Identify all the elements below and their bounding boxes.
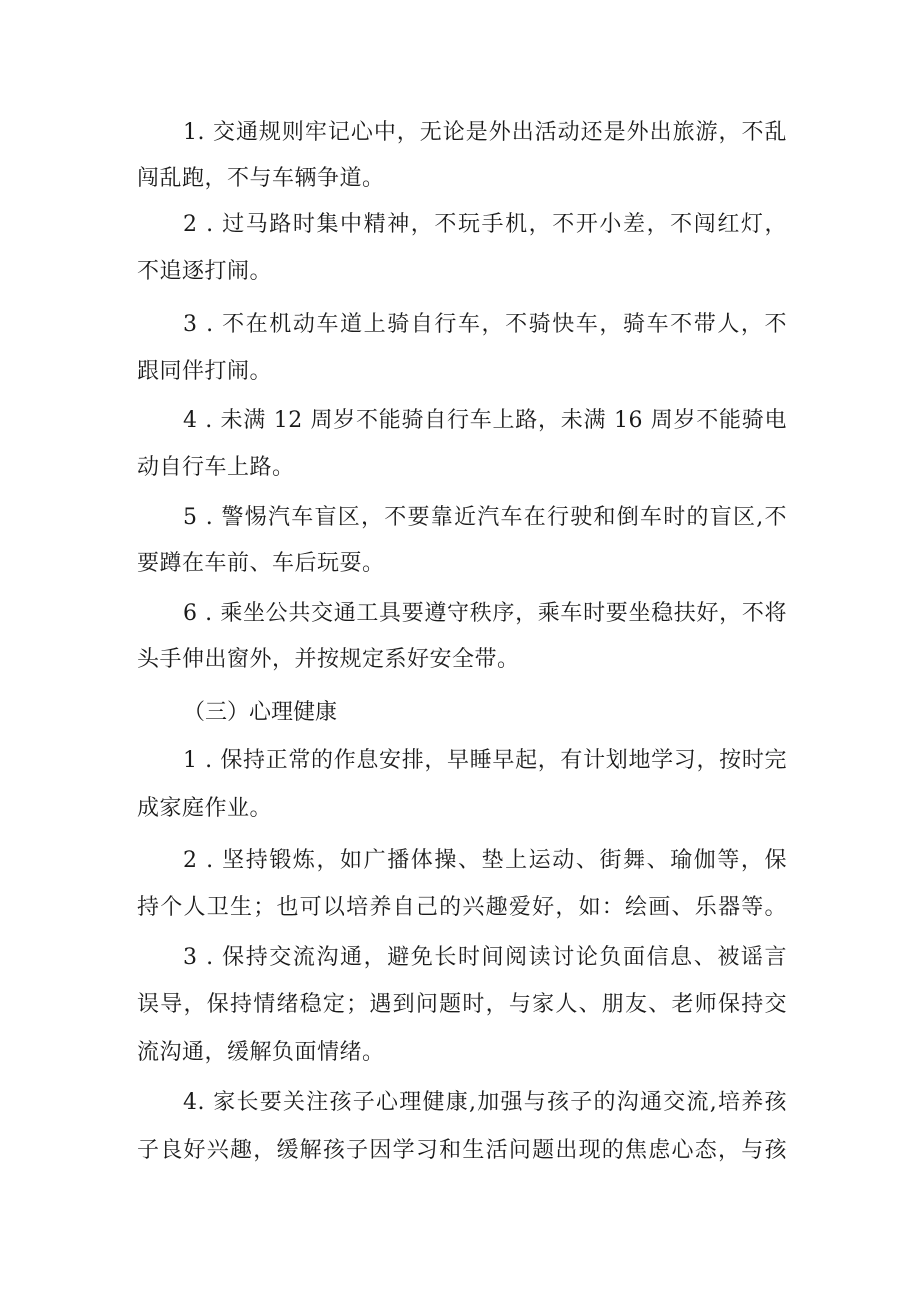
paragraph-line: 动自行车上路。 — [137, 455, 295, 480]
paragraph-line: 2 . 坚持锻炼，如广播体操、垫上运动、街舞、瑜伽等，保 — [183, 848, 787, 873]
paragraph-line: 3 . 不在机动车道上骑自行车，不骑快车，骑车不带人，不 — [183, 312, 787, 337]
paragraph-line: 头手伸出窗外，并按规定系好安全带。 — [137, 647, 520, 672]
paragraph-line: 要蹲在车前、车后玩耍。 — [137, 551, 385, 576]
paragraph-line: 4 . 未满 12 周岁不能骑自行车上路，未满 16 周岁不能骑电 — [183, 408, 787, 433]
paragraph-line: 5 . 警惕汽车盲区，不要靠近汽车在行驶和倒车时的盲区,不 — [183, 505, 787, 530]
paragraph-line: 闯乱跑，不与车辆争道。 — [137, 166, 385, 191]
paragraph-line: 子良好兴趣，缓解孩子因学习和生活问题出现的焦虑心态，与孩 — [137, 1138, 787, 1163]
paragraph-line: 成家庭作业。 — [137, 796, 273, 821]
paragraph-line: 3 . 保持交流沟通，避免长时间阅读讨论负面信息、被谣言 — [183, 945, 787, 970]
section-heading: （三）心理健康 — [183, 700, 338, 725]
paragraph-line: 4. 家长要关注孩子心理健康,加强与孩子的沟通交流,培养孩 — [183, 1090, 787, 1115]
paragraph-line: 2 . 过马路时集中精神，不玩手机，不开小差，不闯红灯， — [183, 212, 787, 237]
paragraph-line: 误导，保持情绪稳定；遇到问题时，与家人、朋友、老师保持交 — [137, 992, 787, 1017]
paragraph-line: 1. 交通规则牢记心中，无论是外出活动还是外出旅游，不乱 — [183, 120, 787, 145]
paragraph-line: 6 . 乘坐公共交通工具要遵守秩序，乘车时要坐稳扶好，不将 — [183, 601, 787, 626]
paragraph-line: 1 . 保持正常的作息安排，早睡早起，有计划地学习，按时完 — [183, 748, 787, 773]
paragraph-line: 不追逐打闹。 — [137, 259, 273, 284]
paragraph-line: 跟同伴打闹。 — [137, 359, 273, 384]
paragraph-line: 持个人卫生；也可以培养自己的兴趣爱好，如：绘画、乐器等。 — [137, 895, 787, 920]
paragraph-line: 流沟通，缓解负面情绪。 — [137, 1040, 385, 1065]
